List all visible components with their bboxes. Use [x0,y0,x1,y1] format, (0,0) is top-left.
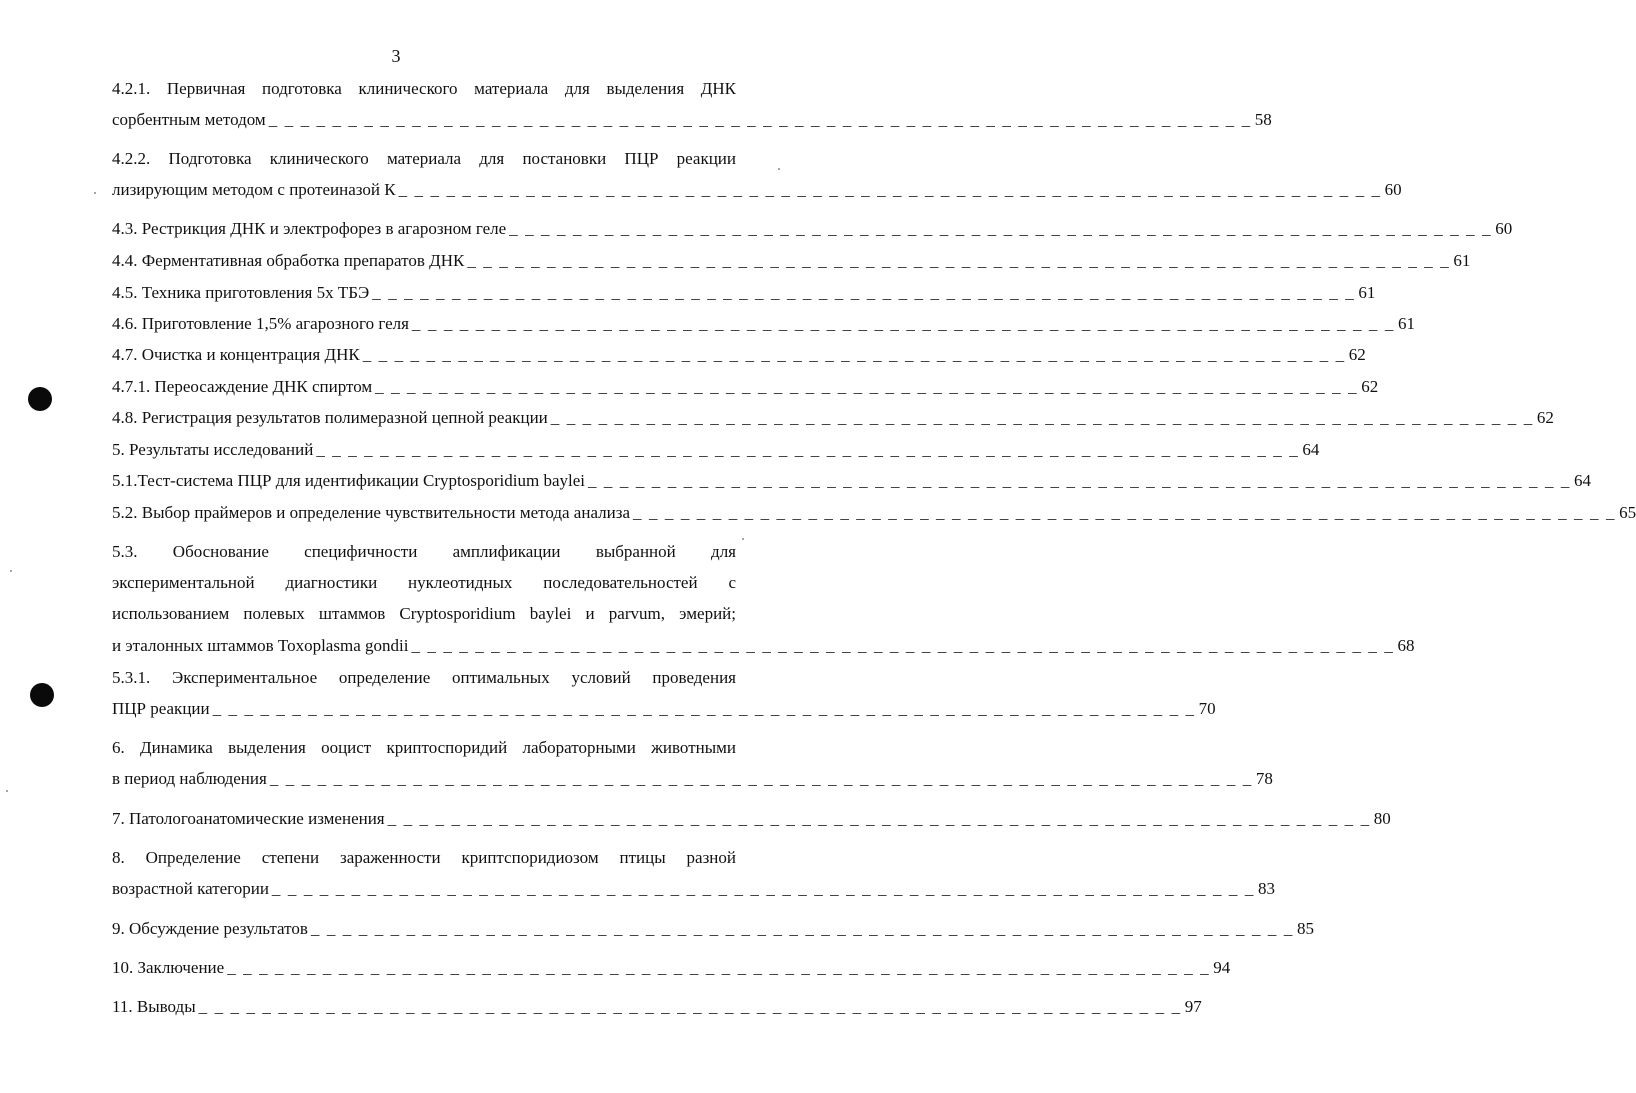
toc-entry-title: 10. Заключение [112,958,225,977]
toc-entry [112,313,1415,335]
toc-entry-title: 5.1.Тест-система ПЦР для идентификации Cryptosporidium baylei [112,471,585,490]
toc-page-number: 80 [1373,809,1391,828]
toc-entry-title: лизирующим методом с протеиназой К [112,180,396,199]
toc-entry-title: 4.8. Регистрация результатов полимеразной цепной реакции [112,408,548,427]
toc-page-number: 65 [1619,503,1636,522]
toc-page-number: 62 [1536,408,1554,427]
toc-entry-title: ПЦР реакции [112,699,210,718]
dot-leader: _ _ _ _ _ _ _ _ _ _ _ _ _ _ _ _ _ _ _ _ _ _ _ _ _ _ _ _ _ _ _ _ _ _ _ _ _ _ _ _ _ _ _ _ _ _ _ _ _ _ _ _ _ _ _ _ _ _ _ _ _ _ [387,809,1371,828]
dot-leader: _ _ _ _ _ _ _ _ _ _ _ _ _ _ _ _ _ _ _ _ _ _ _ _ _ _ _ _ _ _ _ _ _ _ _ _ _ _ _ _ _ _ _ _ _ _ _ _ _ _ _ _ _ _ _ _ _ _ _ _ _ _ [212,699,1196,718]
toc-entry-title: возрастной категории [112,879,269,898]
toc-entry-title: 4.4. Ферментативная обработка препаратов ДНК [112,251,465,270]
toc-entry [112,808,1391,830]
scan-speck [94,192,96,194]
toc-entry [112,179,1402,201]
toc-entry [112,344,1366,366]
toc-entry [112,878,1275,900]
toc-page-number: 64 [1574,471,1592,490]
toc-entry [112,439,1320,461]
dot-leader: _ _ _ _ _ _ _ _ _ _ _ _ _ _ _ _ _ _ _ _ _ _ _ _ _ _ _ _ _ _ _ _ _ _ _ _ _ _ _ _ _ _ _ _ _ _ _ _ _ _ _ _ _ _ _ _ _ _ _ _ _ _ [398,180,1382,199]
toc-entry-title: 4.7. Очистка и концентрация ДНК [112,345,360,364]
hole-punch-mark [30,683,54,707]
toc-entry-title: 4.5. Техника приготовления 5х ТБЭ [112,283,370,302]
scan-speck [742,538,744,540]
dot-leader: _ _ _ _ _ _ _ _ _ _ _ _ _ _ _ _ _ _ _ _ _ _ _ _ _ _ _ _ _ _ _ _ _ _ _ _ _ _ _ _ _ _ _ _ _ _ _ _ _ _ _ _ _ _ _ _ _ _ _ _ _ _ [633,503,1617,522]
dot-leader: _ _ _ _ _ _ _ _ _ _ _ _ _ _ _ _ _ _ _ _ _ _ _ _ _ _ _ _ _ _ _ _ _ _ _ _ _ _ _ _ _ _ _ _ _ _ _ _ _ _ _ _ _ _ _ _ _ _ _ _ _ _ [372,283,1356,302]
toc-page-number: 78 [1255,769,1273,788]
dot-leader: _ _ _ _ _ _ _ _ _ _ _ _ _ _ _ _ _ _ _ _ _ _ _ _ _ _ _ _ _ _ _ _ _ _ _ _ _ _ _ _ _ _ _ _ _ _ _ _ _ _ _ _ _ _ _ _ _ _ _ _ _ _ [227,958,1211,977]
toc-entry [112,957,1231,979]
toc-page-number: 61 [1358,283,1376,302]
toc-entry-title: в период наблюдения [112,769,267,788]
toc-entry [112,282,1376,304]
toc-entry-line: 8. Определение степени зараженности криптспоридиозом птицы разной [112,848,736,867]
toc-entry-title: 4.3. Рестрикция ДНК и электрофорез в агарозном геле [112,219,507,238]
toc-entry-line: 4.2.2. Подготовка клинического материала для постановки ПЦР реакции [112,149,736,168]
toc-entry [112,250,1471,272]
dot-leader: _ _ _ _ _ _ _ _ _ _ _ _ _ _ _ _ _ _ _ _ _ _ _ _ _ _ _ _ _ _ _ _ _ _ _ _ _ _ _ _ _ _ _ _ _ _ _ _ _ _ _ _ _ _ _ _ _ _ _ _ _ _ [550,408,1534,427]
toc-page-number: 60 [1384,180,1402,199]
toc-entry-title: 4.7.1. Переосаждение ДНК спиртом [112,377,373,396]
toc-page-number: 62 [1361,377,1379,396]
toc-page-number: 61 [1397,314,1415,333]
dot-leader: _ _ _ _ _ _ _ _ _ _ _ _ _ _ _ _ _ _ _ _ _ _ _ _ _ _ _ _ _ _ _ _ _ _ _ _ _ _ _ _ _ _ _ _ _ _ _ _ _ _ _ _ _ _ _ _ _ _ _ _ _ _ [375,377,1359,396]
dot-leader: _ _ _ _ _ _ _ _ _ _ _ _ _ _ _ _ _ _ _ _ _ _ _ _ _ _ _ _ _ _ _ _ _ _ _ _ _ _ _ _ _ _ _ _ _ _ _ _ _ _ _ _ _ _ _ _ _ _ _ _ _ _ [587,471,1572,490]
scan-speck [10,570,12,572]
toc-entry-title: 7. Патологоанатомические изменения [112,809,385,828]
toc-entry-title: сорбентным методом [112,110,266,129]
hole-punch-mark [28,387,52,411]
toc-entry [112,918,1314,940]
dot-leader: _ _ _ _ _ _ _ _ _ _ _ _ _ _ _ _ _ _ _ _ _ _ _ _ _ _ _ _ _ _ _ _ _ _ _ _ _ _ _ _ _ _ _ _ _ _ _ _ _ _ _ _ _ _ _ _ _ _ _ _ _ _ [198,997,1182,1016]
toc-entry [112,109,1272,131]
toc-entry-line: 6. Динамика выделения ооцист криптоспоридий лабораторными животными [112,738,736,757]
toc-page-number: 85 [1296,919,1314,938]
toc-entry-line: 5.3. Обоснование специфичности амплификации выбранной для [112,542,736,561]
toc-page-number: 61 [1453,251,1471,270]
toc-entry [112,470,1592,492]
toc-page-number: 62 [1348,345,1366,364]
dot-leader: _ _ _ _ _ _ _ _ _ _ _ _ _ _ _ _ _ _ _ _ _ _ _ _ _ _ _ _ _ _ _ _ _ _ _ _ _ _ _ _ _ _ _ _ _ _ _ _ _ _ _ _ _ _ _ _ _ _ _ _ _ _ [269,769,1253,788]
dot-leader: _ _ _ _ _ _ _ _ _ _ _ _ _ _ _ _ _ _ _ _ _ _ _ _ _ _ _ _ _ _ _ _ _ _ _ _ _ _ _ _ _ _ _ _ _ _ _ _ _ _ _ _ _ _ _ _ _ _ _ _ _ _ [411,314,1395,333]
scan-speck [6,790,8,792]
toc-entry [112,376,1379,398]
page-number: 3 [391,46,401,66]
toc-entry [112,635,1415,657]
dot-leader: _ _ _ _ _ _ _ _ _ _ _ _ _ _ _ _ _ _ _ _ _ _ _ _ _ _ _ _ _ _ _ _ _ _ _ _ _ _ _ _ _ _ _ _ _ _ _ _ _ _ _ _ _ _ _ _ _ _ _ _ _ _ [310,919,1294,938]
toc-entry-title: 9. Обсуждение результатов [112,919,308,938]
toc-entry-title: 4.6. Приготовление 1,5% агарозного геля [112,314,409,333]
toc-entry [112,407,1554,429]
toc-entry-title: 5. Результаты исследований [112,440,314,459]
dot-leader: _ _ _ _ _ _ _ _ _ _ _ _ _ _ _ _ _ _ _ _ _ _ _ _ _ _ _ _ _ _ _ _ _ _ _ _ _ _ _ _ _ _ _ _ _ _ _ _ _ _ _ _ _ _ _ _ _ _ _ _ _ _ [271,879,1255,898]
dot-leader: _ _ _ _ _ _ _ _ _ _ _ _ _ _ _ _ _ _ _ _ _ _ _ _ _ _ _ _ _ _ _ _ _ _ _ _ _ _ _ _ _ _ _ _ _ _ _ _ _ _ _ _ _ _ _ _ _ _ _ _ _ _ [411,636,1395,655]
toc-entry [112,996,1202,1018]
dot-leader: _ _ _ _ _ _ _ _ _ _ _ _ _ _ _ _ _ _ _ _ _ _ _ _ _ _ _ _ _ _ _ _ _ _ _ _ _ _ _ _ _ _ _ _ _ _ _ _ _ _ _ _ _ _ _ _ _ _ _ _ _ _ [316,440,1300,459]
toc-page-number: 58 [1254,110,1272,129]
toc-page-number: 64 [1302,440,1320,459]
dot-leader: _ _ _ _ _ _ _ _ _ _ _ _ _ _ _ _ _ _ _ _ _ _ _ _ _ _ _ _ _ _ _ _ _ _ _ _ _ _ _ _ _ _ _ _ _ _ _ _ _ _ _ _ _ _ _ _ _ _ _ _ _ _ [509,219,1493,238]
toc-page-number: 68 [1397,636,1415,655]
toc-entry [112,698,1216,720]
toc-entry [112,218,1513,240]
toc-page-number: 94 [1213,958,1231,977]
dot-leader: _ _ _ _ _ _ _ _ _ _ _ _ _ _ _ _ _ _ _ _ _ _ _ _ _ _ _ _ _ _ _ _ _ _ _ _ _ _ _ _ _ _ _ _ _ _ _ _ _ _ _ _ _ _ _ _ _ _ _ _ _ _ [362,345,1346,364]
toc-entry-title: 11. Выводы [112,997,196,1016]
dot-leader: _ _ _ _ _ _ _ _ _ _ _ _ _ _ _ _ _ _ _ _ _ _ _ _ _ _ _ _ _ _ _ _ _ _ _ _ _ _ _ _ _ _ _ _ _ _ _ _ _ _ _ _ _ _ _ _ _ _ _ _ _ _ [467,251,1451,270]
toc-page-number: 97 [1184,997,1202,1016]
toc-entry-line: 5.3.1. Экспериментальное определение оптимальных условий проведения [112,668,736,687]
toc-entry-title: и эталонных штаммов Toxoplasma gondii [112,636,409,655]
toc-page-number: 83 [1257,879,1275,898]
toc-entry [112,502,1636,524]
toc-page-number: 60 [1495,219,1513,238]
scan-speck [778,168,780,170]
toc-entry-title: 5.2. Выбор праймеров и определение чувствительности метода анализа [112,503,630,522]
toc-entry [112,768,1273,790]
dot-leader: _ _ _ _ _ _ _ _ _ _ _ _ _ _ _ _ _ _ _ _ _ _ _ _ _ _ _ _ _ _ _ _ _ _ _ _ _ _ _ _ _ _ _ _ _ _ _ _ _ _ _ _ _ _ _ _ _ _ _ _ _ _ [268,110,1252,129]
toc-entry-line: экспериментальной диагностики нуклеотидных последовательностей с [112,573,736,592]
toc-page-number: 70 [1198,699,1216,718]
toc-entry-line: 4.2.1. Первичная подготовка клинического материала для выделения ДНК [112,79,736,98]
toc-entry-line: использованием полевых штаммов Cryptosporidium baylei и parvum, эмерий; [112,604,736,623]
